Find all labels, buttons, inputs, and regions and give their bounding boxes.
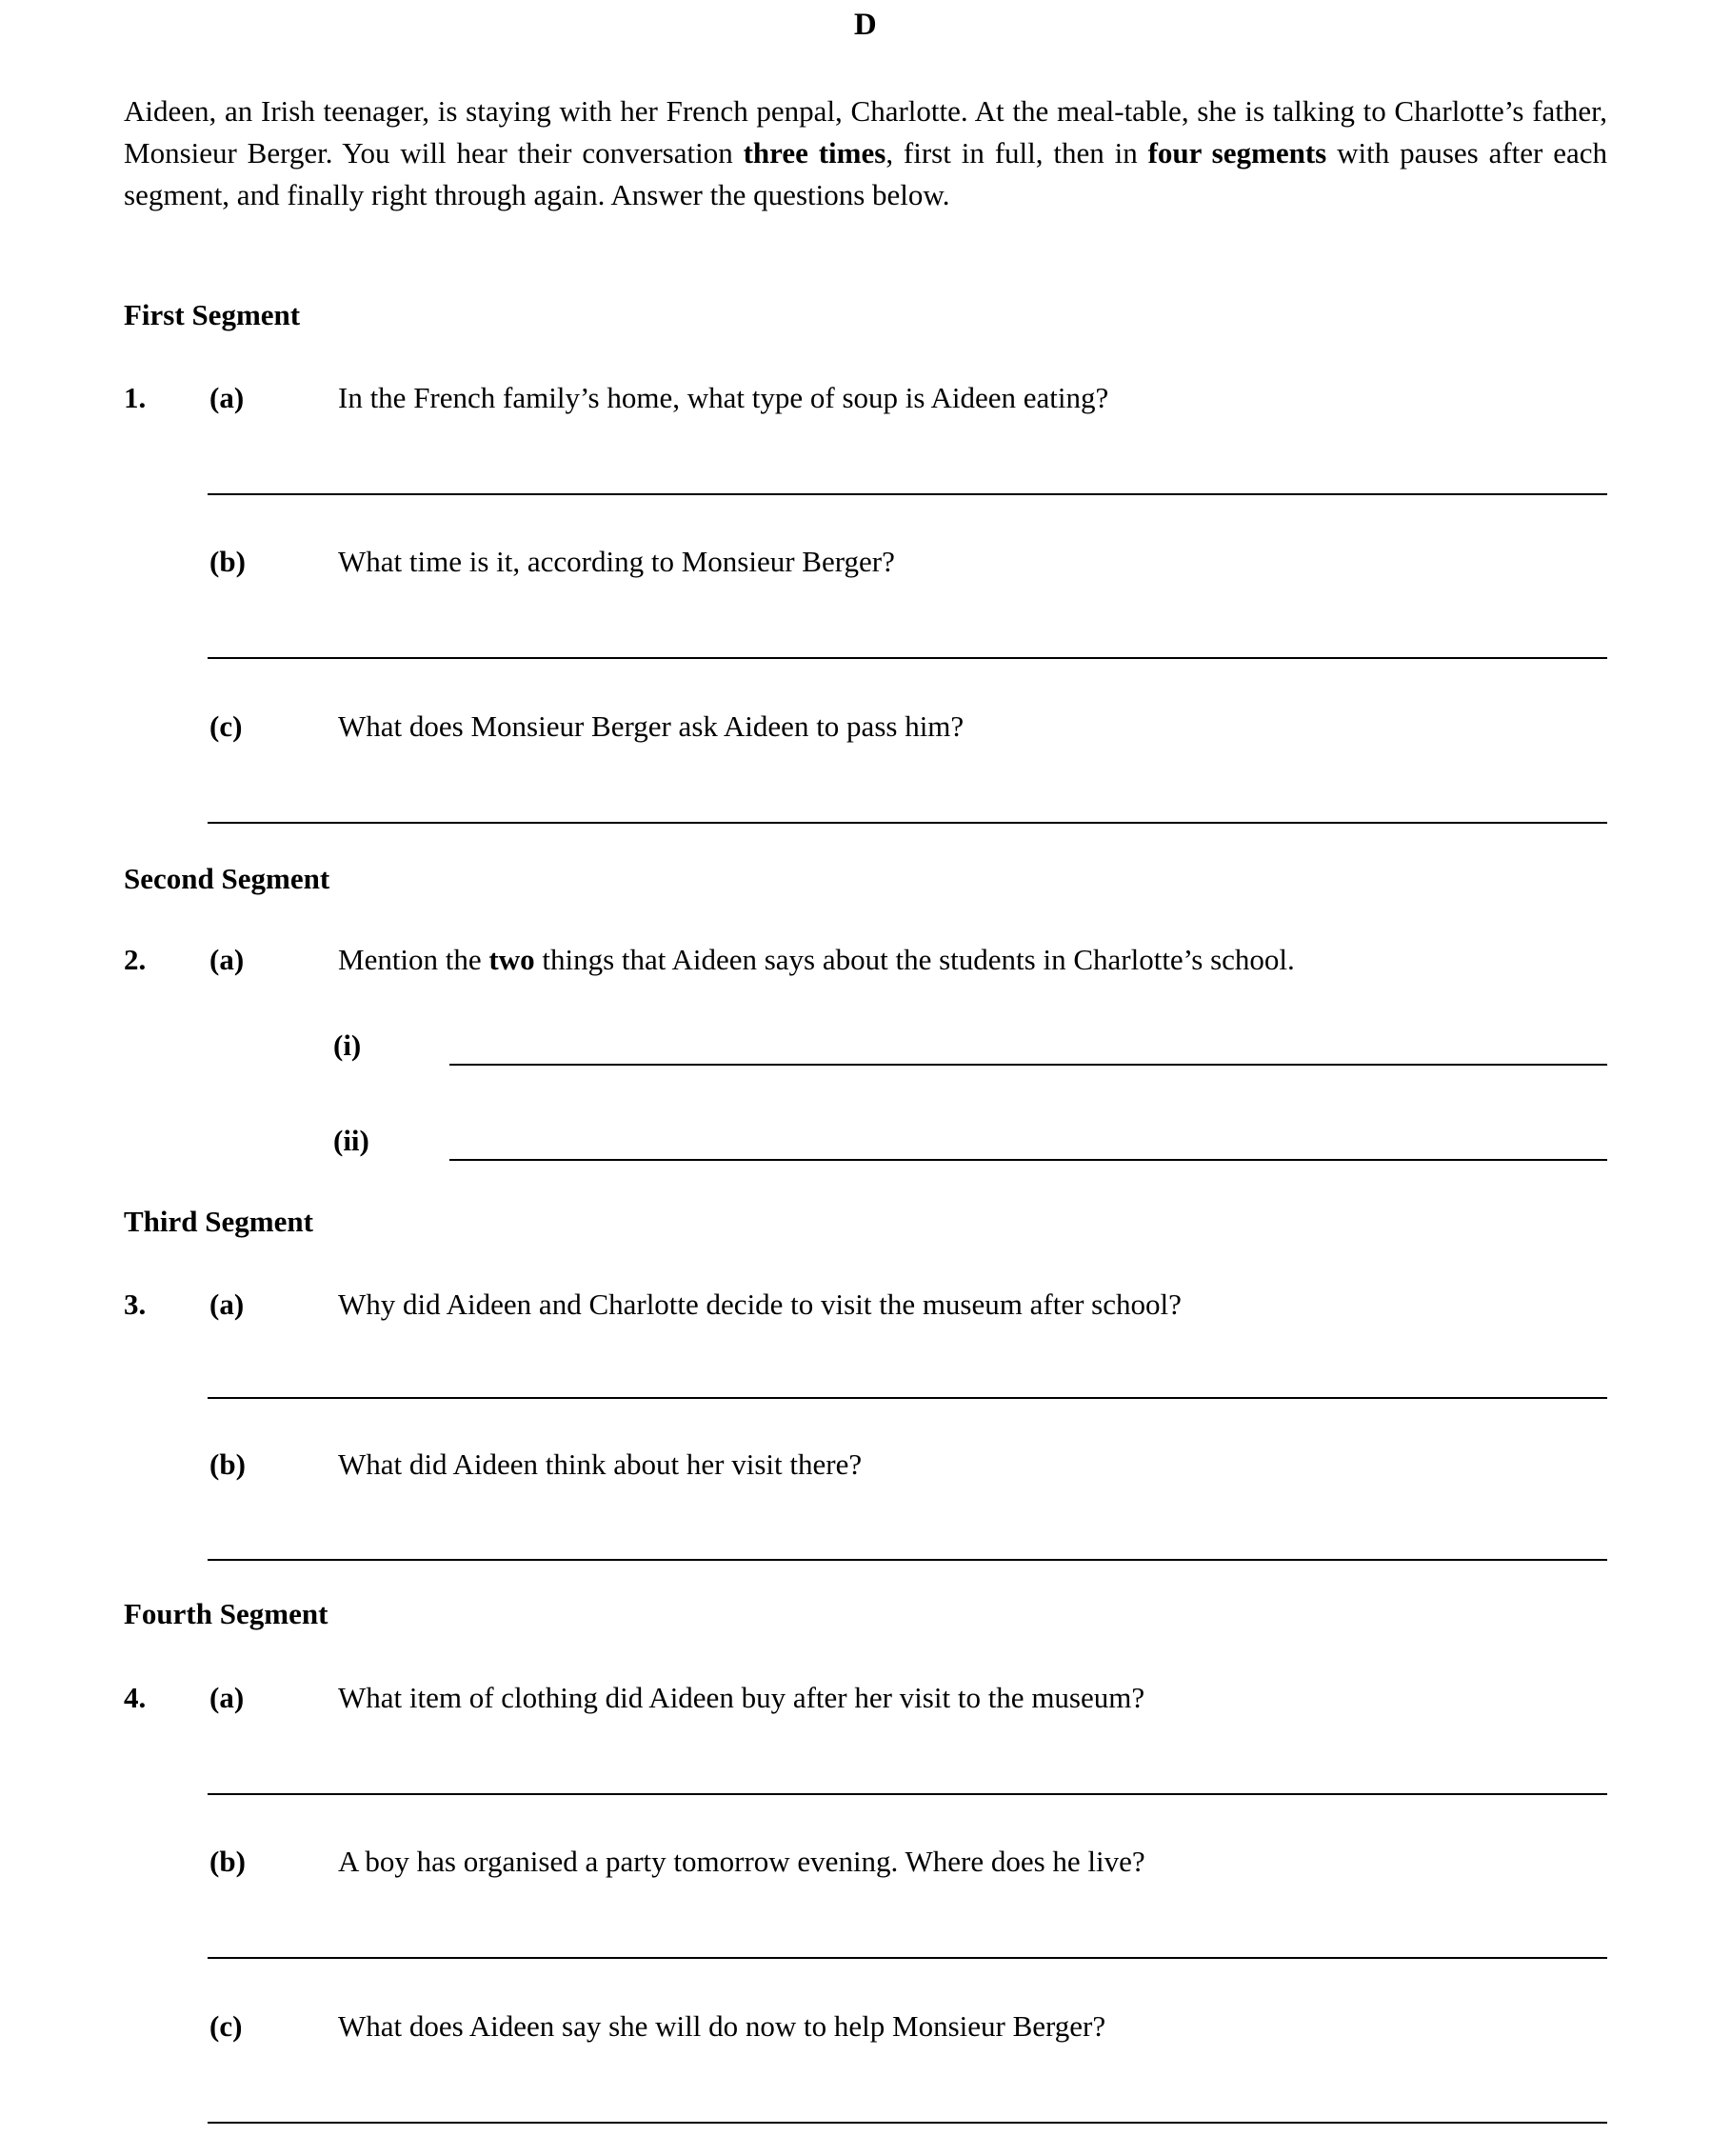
segment-heading-second: Second Segment bbox=[124, 862, 330, 895]
question-number-1: 1. bbox=[124, 381, 147, 414]
answer-line-4a[interactable] bbox=[208, 1793, 1607, 1795]
question-text-4c: What does Aideen say she will do now to help Monsieur Berger? bbox=[338, 2009, 1106, 2043]
question-text-3a: Why did Aideen and Charlotte decide to visit the museum after school? bbox=[338, 1288, 1182, 1321]
question-text-2a bbox=[338, 943, 1295, 977]
question-number-4: 4. bbox=[124, 1681, 147, 1714]
intro-emphasis-three-times: three times bbox=[743, 136, 886, 170]
question-text-1c: What does Monsieur Berger ask Aideen to pass him? bbox=[338, 709, 965, 743]
intro-text-part-3: with pauses after each segment, and finally right through again. Answer the questions below. bbox=[124, 136, 1607, 212]
intro-text-part-1: Aideen, an Irish teenager, is staying with her French penpal, Charlotte. At the meal-table, she is talking to Charlotte’s father, Monsieur Berger. You will hear their conversation bbox=[124, 94, 1607, 170]
question-text-2a-part-2: things that Aideen says about the students in Charlotte’s school. bbox=[534, 943, 1295, 976]
question-letter-4a: (a) bbox=[209, 1681, 245, 1714]
intro-text-part-2: , first in full, then in bbox=[885, 136, 1148, 170]
question-text-2a-emphasis-two: two bbox=[488, 943, 535, 976]
answer-line-3a[interactable] bbox=[208, 1397, 1607, 1399]
answer-line-4c[interactable] bbox=[208, 2122, 1607, 2124]
question-text-4b: A boy has organised a party tomorrow evening. Where does he live? bbox=[338, 1845, 1145, 1878]
question-text-1a: In the French family’s home, what type of soup is Aideen eating? bbox=[338, 381, 1109, 414]
question-text-1b: What time is it, according to Monsieur Berger? bbox=[338, 545, 895, 578]
answer-line-4b[interactable] bbox=[208, 1957, 1607, 1959]
question-letter-1a: (a) bbox=[209, 381, 245, 414]
question-text-2a-part-1: Mention the bbox=[338, 943, 489, 976]
question-letter-1b: (b) bbox=[209, 545, 246, 578]
segment-heading-first: First Segment bbox=[124, 298, 301, 331]
question-letter-3b: (b) bbox=[209, 1447, 246, 1481]
answer-line-1a[interactable] bbox=[208, 493, 1607, 495]
intro-paragraph bbox=[124, 90, 1607, 216]
question-text-4a: What item of clothing did Aideen buy after her visit to the museum? bbox=[338, 1681, 1145, 1714]
page-title: D bbox=[853, 8, 878, 42]
answer-line-3b[interactable] bbox=[208, 1559, 1607, 1561]
segment-heading-fourth: Fourth Segment bbox=[124, 1597, 328, 1630]
question-letter-2a: (a) bbox=[209, 943, 245, 976]
question-letter-1c: (c) bbox=[209, 709, 243, 743]
question-letter-3a: (a) bbox=[209, 1288, 245, 1321]
intro-emphasis-four-segments: four segments bbox=[1147, 136, 1327, 170]
answer-line-2a-i[interactable] bbox=[449, 1064, 1607, 1066]
answer-line-2a-ii[interactable] bbox=[449, 1159, 1607, 1161]
question-letter-4b: (b) bbox=[209, 1845, 246, 1878]
segment-heading-third: Third Segment bbox=[124, 1205, 313, 1238]
answer-line-1c[interactable] bbox=[208, 822, 1607, 824]
subitem-label-i: (i) bbox=[333, 1028, 362, 1062]
question-letter-4c: (c) bbox=[209, 2009, 243, 2043]
question-number-3: 3. bbox=[124, 1288, 147, 1321]
answer-line-1b[interactable] bbox=[208, 657, 1607, 659]
subitem-label-ii: (ii) bbox=[333, 1124, 369, 1157]
question-text-3b: What did Aideen think about her visit there? bbox=[338, 1447, 863, 1481]
question-number-2: 2. bbox=[124, 943, 147, 976]
